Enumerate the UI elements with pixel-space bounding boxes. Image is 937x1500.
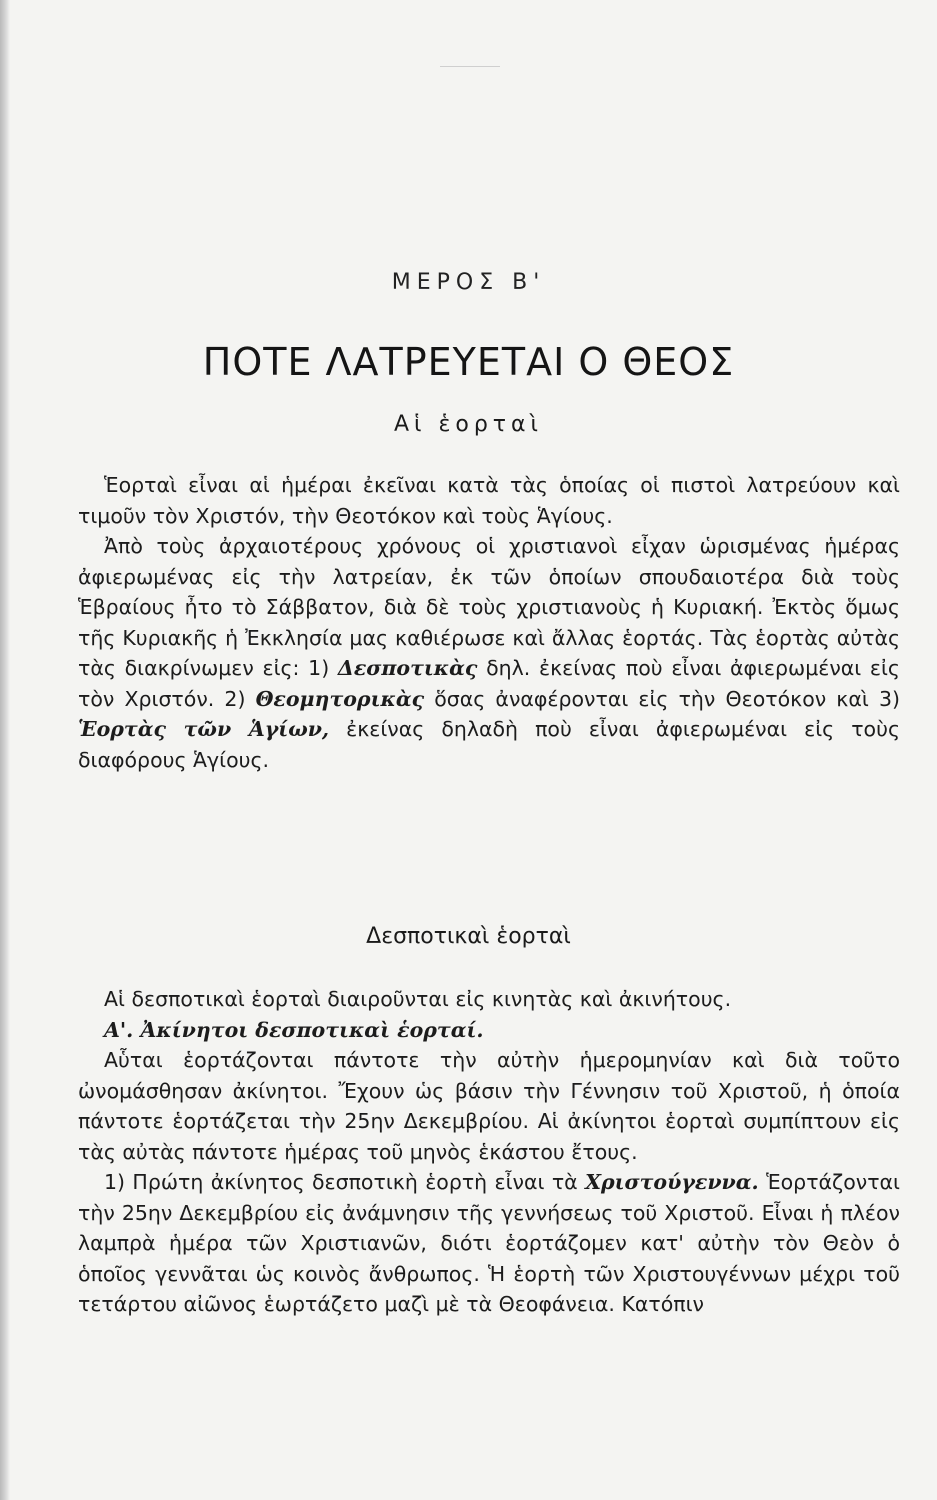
part-label: ΜΕΡΟΣ Β' bbox=[391, 270, 546, 295]
section-p3-text-c: Ἑορτάζονται τὴν 25ην Δεκεμβρίου εἰς ἀνάμνησιν τῆς γεννήσεως τοῦ Χριστοῦ. Εἶναι ἡ πλέον λαμπρὰ ἡμέρα τῶν Χριστιανῶν, διότι ἑορτάζομεν κατ' αὐτὴν τὸν Θεὸν ὁ ὁποῖος γεννᾶται ὡς κοινὸς ἄνθρωπος. Ἡ ἑορτὴ τῶν Χριστουγέννων μέχρι τοῦ τετάρτου αἰῶνος ἑωρτάζετο μαζὶ μὲ τὰ Θεοφάνεια. Κατόπιν bbox=[78, 1170, 900, 1316]
intro-paragraph-1: Ἑορταὶ εἶναι αἱ ἡμέραι ἐκεῖναι κατὰ τὰς ὁποίας οἱ πιστοὶ λατρεύουν καὶ τιμοῦν τὸν Χριστόν, τὴν Θεοτόκον καὶ τοὺς Ἁγίους. bbox=[78, 473, 900, 528]
section-paragraph-1: Αἱ δεσποτικαὶ ἑορταὶ διαιροῦνται εἰς κινητὰς καὶ ἀκινήτους. bbox=[104, 987, 732, 1011]
section-text bbox=[78, 984, 900, 1320]
intro-p2-text-e: ὅσας ἀναφέρονται εἰς τὴν Θεοτόκον καὶ 3) bbox=[434, 686, 900, 711]
section-p3-text-a: 1) Πρώτη ἀκίνητος δεσποτικὴ ἑορτὴ εἶναι τὰ bbox=[104, 1170, 578, 1194]
section-sub-heading: Α'. Ἀκίνητοι δεσποτικαὶ ἑορταί. bbox=[104, 1017, 484, 1042]
intro-p2-emph-despotikas: Δεσποτικὰς bbox=[337, 656, 478, 680]
intro-paragraph-2 bbox=[78, 531, 900, 775]
section-heading: Δεσποτικαὶ ἑορταὶ bbox=[366, 924, 571, 949]
intro-p2-text-g: ἐκείνας δηλαδὴ ποὺ εἶναι ἀφιερωμέναι εἰς τοὺς διαφόρους Ἁγίους. bbox=[78, 717, 900, 772]
intro-p2-text-c: δηλ. ἐκείνας ποὺ εἶναι ἀφιερωμέναι εἰς τὸν Χριστόν. 2) bbox=[78, 656, 900, 711]
intro-text bbox=[78, 470, 900, 775]
header-rule bbox=[440, 66, 500, 67]
section-paragraph-3 bbox=[78, 1167, 900, 1320]
page-subtitle: Αἱ ἑορταὶ bbox=[394, 412, 543, 437]
intro-p2-text-a: Ἀπὸ τοὺς ἀρχαιοτέρους χρόνους οἱ χριστιανοὶ εἶχαν ὡρισμένας ἡμέρας ἀφιερωμένας εἰς τὴν λατρείαν, ἐκ τῶν ὁποίων σπουδαιοτέρα διὰ τοὺς Ἑβραίους ἦτο τὸ Σάββατον, διὰ δὲ τοὺς χριστιανοὺς ἡ Κυριακή. Ἐκτὸς ὅμως τῆς Κυριακῆς ἡ Ἐκκλησία μας καθιέρωσε καὶ ἄλλας ἑορτάς. Τὰς ἑορτὰς αὐτὰς τὰς διακρίνωμεν εἰς: 1) bbox=[78, 534, 900, 680]
section-p3-emph-christougenna: Χριστούγεννα. bbox=[585, 1170, 759, 1194]
binding-edge bbox=[0, 0, 10, 1500]
section-paragraph-2: Αὗται ἑορτάζονται πάντοτε τὴν αὐτὴν ἡμερομηνίαν καὶ διὰ τοῦτο ὠνομάσθησαν ἀκίνητοι. Ἔχουν ὡς βάσιν τὴν Γέννησιν τοῦ Χριστοῦ, ἡ ὁποία πάντοτε ἑορτάζεται τὴν 25ην Δεκεμβρίου. Αἱ ἀκίνητοι ἑορταὶ συμπίπτουν εἰς τὰς αὐτὰς πάντοτε ἡμέρας τοῦ μηνὸς ἑκάστου ἔτους. bbox=[78, 1048, 900, 1164]
intro-p2-emph-theomitorikas: Θεομητορικὰς bbox=[255, 686, 425, 711]
page-title: ΠΟΤΕ ΛΑΤΡΕΥΕΤΑΙ Ο ΘΕΟΣ bbox=[202, 340, 735, 384]
intro-p2-emph-agion: Ἑορτὰς τῶν Ἁγίων, bbox=[78, 717, 330, 741]
